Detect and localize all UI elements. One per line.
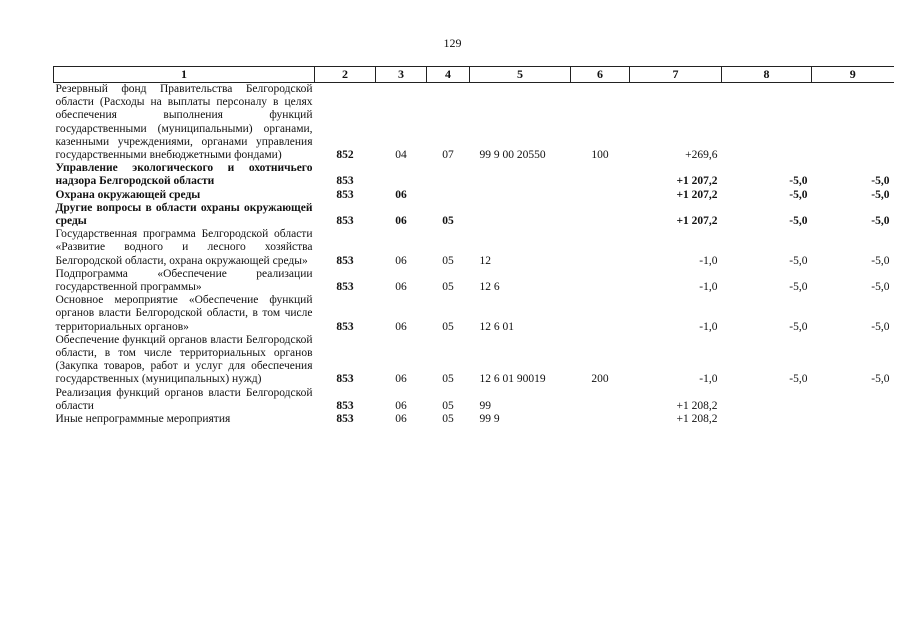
- table-row: [54, 334, 894, 387]
- row-subsection: 05: [442, 281, 454, 294]
- row-target-article: [470, 189, 571, 202]
- row-amount-current: +1 208,2: [676, 399, 718, 412]
- row-name: Иные непрограммные мероприятия: [55, 413, 231, 426]
- row-section: 04: [395, 149, 407, 162]
- row-amount-plan-1: [722, 387, 812, 413]
- row-expense-type: 200: [591, 373, 609, 386]
- table-row: [54, 387, 894, 413]
- row-amount-plan-2: -5,0: [871, 175, 890, 188]
- row-name: Обеспечение функций органов власти Белгородской области, в том числе территориальных органов (Закупка товаров, работ и услуг для обеспечения государственных (муниципальных) нужд): [55, 333, 313, 386]
- row-amount-plan-1: -5,0: [789, 175, 808, 188]
- row-target-article: 99: [479, 399, 491, 412]
- row-amount-plan-2: [812, 387, 894, 413]
- row-chapter: 853: [336, 320, 354, 333]
- column-header: 7: [630, 67, 722, 83]
- row-name: Основное мероприятие «Обеспечение функций органов власти Белгородской области, в том числе территориальных органов»: [55, 294, 313, 333]
- row-amount-plan-1: -5,0: [789, 281, 808, 294]
- row-section: 06: [395, 399, 407, 412]
- row-amount-plan-1: -5,0: [789, 215, 808, 228]
- row-amount-current: -1,0: [699, 281, 718, 294]
- row-expense-type: [571, 228, 630, 268]
- row-subsection: 05: [442, 215, 454, 228]
- row-section: 06: [395, 215, 407, 228]
- table-row: [54, 294, 894, 334]
- row-section: 06: [395, 281, 407, 294]
- row-amount-plan-2: [812, 83, 894, 163]
- table-row: [54, 189, 894, 202]
- row-section: [376, 162, 427, 188]
- row-chapter: 853: [336, 215, 354, 228]
- row-amount-plan-2: -5,0: [871, 281, 890, 294]
- row-target-article: [470, 162, 571, 188]
- column-header: 8: [722, 67, 812, 83]
- row-chapter: 853: [336, 399, 354, 412]
- column-header: 1: [54, 67, 315, 83]
- row-section: 06: [395, 320, 407, 333]
- row-expense-type: [571, 189, 630, 202]
- row-section: 06: [395, 413, 407, 426]
- row-amount-current: -1,0: [699, 373, 718, 386]
- row-expense-type: [571, 294, 630, 334]
- row-chapter: 853: [336, 188, 354, 201]
- row-expense-type: [571, 202, 630, 228]
- row-name: Управление экологического и охотничьего надзора Белгородской области: [55, 162, 313, 188]
- row-chapter: 853: [336, 175, 354, 188]
- row-amount-plan-1: -5,0: [789, 320, 808, 333]
- row-section: 06: [395, 373, 407, 386]
- column-header: 4: [427, 67, 470, 83]
- row-amount-plan-1: -5,0: [789, 373, 808, 386]
- row-subsection: 05: [442, 373, 454, 386]
- row-target-article: 12: [479, 254, 491, 267]
- row-amount-plan-2: -5,0: [871, 215, 890, 228]
- page-number: 129: [443, 36, 462, 50]
- row-section: 06: [395, 188, 407, 201]
- table-row: [54, 162, 894, 188]
- column-header: 6: [571, 67, 630, 83]
- table-row: [54, 268, 894, 294]
- table-row: [54, 228, 894, 268]
- table-row: [54, 83, 894, 163]
- row-subsection: 05: [442, 320, 454, 333]
- row-amount-current: +1 207,2: [676, 215, 718, 228]
- row-name: Охрана окружающей среды: [55, 188, 201, 201]
- row-amount-plan-1: [722, 83, 812, 163]
- column-header: 5: [470, 67, 571, 83]
- row-target-article: 12 6 01: [479, 320, 514, 333]
- row-chapter: 853: [336, 281, 354, 294]
- table-row: [54, 202, 894, 228]
- row-subsection: [427, 162, 470, 188]
- row-amount-plan-1: -5,0: [789, 254, 808, 267]
- row-target-article: 99 9: [479, 413, 500, 426]
- row-expense-type: [571, 413, 630, 426]
- row-amount-plan-2: -5,0: [871, 254, 890, 267]
- row-chapter: 853: [336, 373, 354, 386]
- row-target-article: 12 6: [479, 281, 500, 294]
- row-chapter: 852: [336, 149, 354, 162]
- table-header-row: [54, 67, 894, 83]
- column-header: 2: [315, 67, 376, 83]
- row-name: Подпрограмма «Обеспечение реализации государственной программы»: [55, 267, 313, 294]
- row-amount-plan-2: [812, 413, 894, 426]
- row-name: Реализация функций органов власти Белгородской области: [55, 386, 313, 412]
- row-expense-type: 100: [591, 149, 609, 162]
- row-subsection: 05: [442, 413, 454, 426]
- row-subsection: [427, 189, 470, 202]
- column-header: 3: [376, 67, 427, 83]
- row-amount-current: +1 208,2: [676, 413, 718, 426]
- row-amount-current: +269,6: [685, 149, 718, 162]
- row-expense-type: [571, 387, 630, 413]
- row-amount-current: +1 207,2: [676, 175, 718, 188]
- row-amount-current: -1,0: [699, 320, 718, 333]
- row-target-article: 99 9 00 20550: [479, 149, 546, 162]
- row-name: Резервный фонд Правительства Белгородской области (Расходы на выплаты персоналу в целях обеспечения выполнения функций государственными (муниципальными) органами, казенными учреждениями, органами управления государственными внебюджетными фондами): [55, 83, 313, 162]
- row-subsection: 05: [442, 254, 454, 267]
- row-expense-type: [571, 162, 630, 188]
- row-name: Государственная программа Белгородской области «Развитие водного и лесного хозяйства Белгородской области, охрана окружающей среды»: [55, 228, 313, 267]
- table-row: [54, 413, 894, 426]
- row-amount-current: -1,0: [699, 254, 718, 267]
- row-amount-plan-2: -5,0: [871, 373, 890, 386]
- row-amount-current: +1 207,2: [676, 188, 718, 201]
- row-target-article: 12 6 01 90019: [479, 373, 546, 386]
- row-amount-plan-1: -5,0: [789, 188, 808, 201]
- row-name: Другие вопросы в области охраны окружающей среды: [55, 201, 313, 228]
- row-section: 06: [395, 254, 407, 267]
- row-chapter: 853: [336, 254, 354, 267]
- row-subsection: 07: [442, 149, 454, 162]
- row-amount-plan-2: -5,0: [871, 188, 890, 201]
- budget-table: [53, 66, 894, 426]
- row-amount-plan-2: -5,0: [871, 320, 890, 333]
- row-target-article: [470, 202, 571, 228]
- row-chapter: 853: [336, 413, 354, 426]
- row-subsection: 05: [442, 399, 454, 412]
- row-expense-type: [571, 268, 630, 294]
- column-header: 9: [812, 67, 894, 83]
- row-amount-plan-1: [722, 413, 812, 426]
